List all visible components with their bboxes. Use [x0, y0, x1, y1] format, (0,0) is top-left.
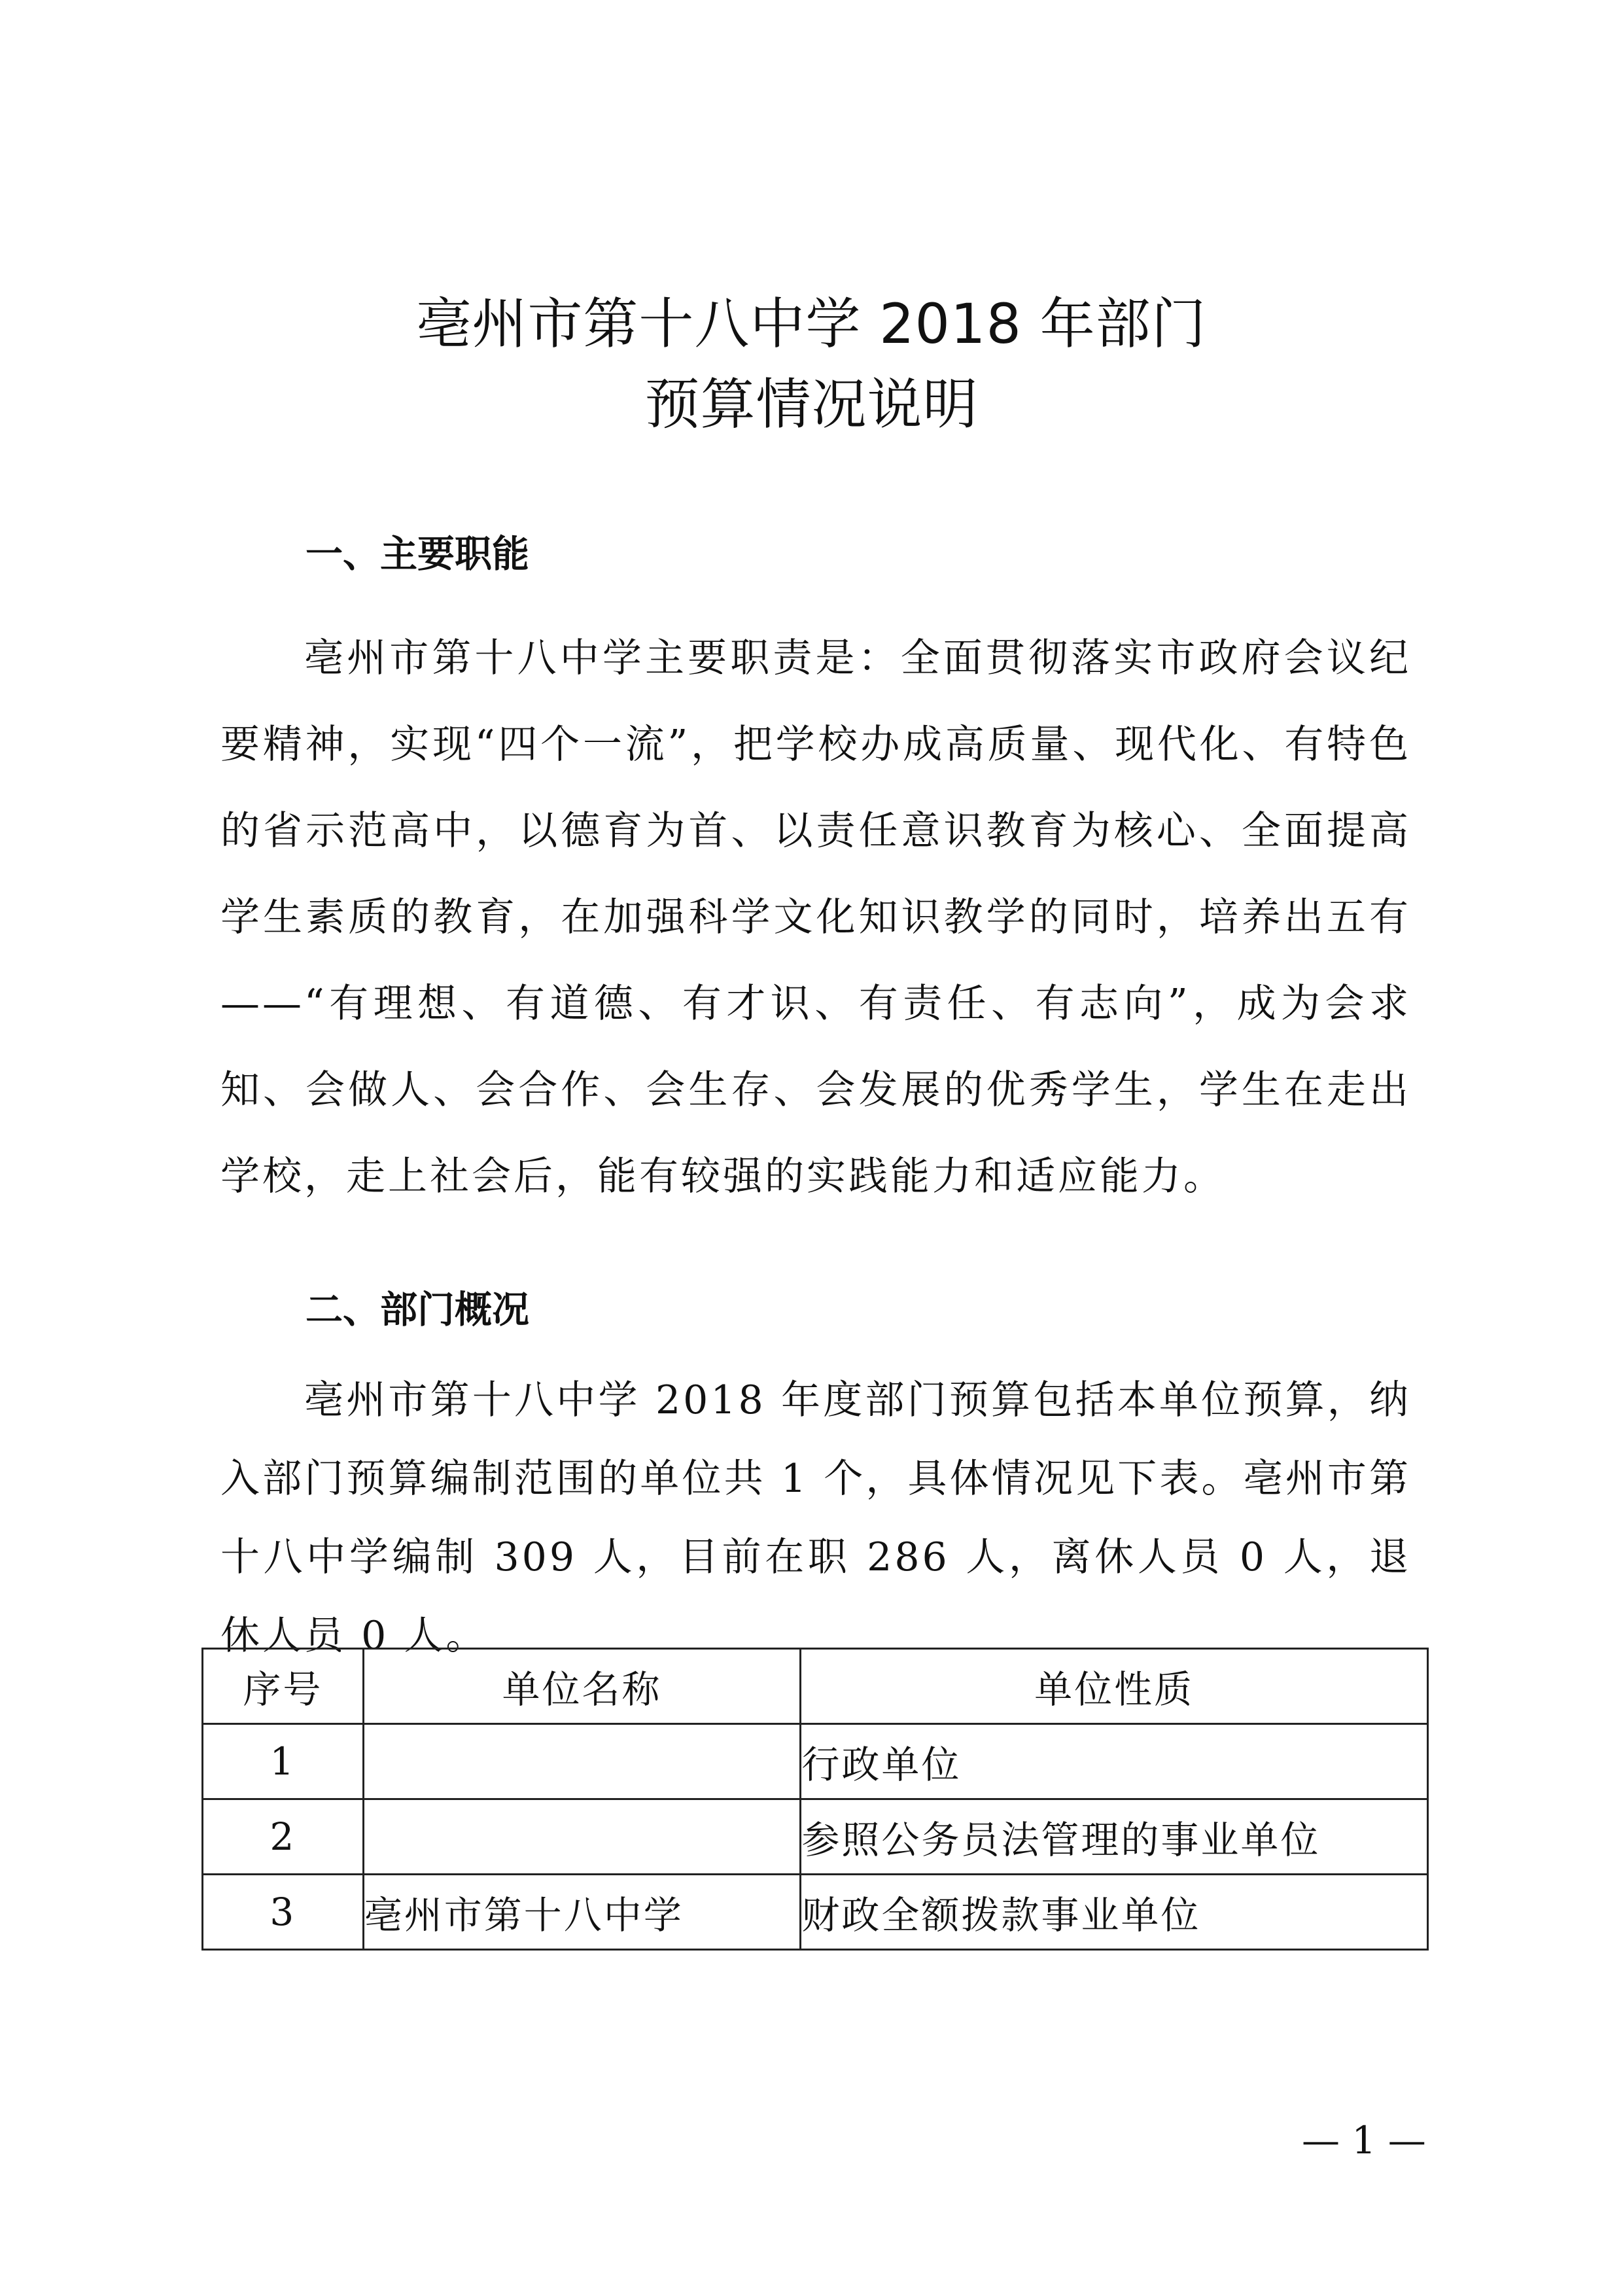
table-row — [203, 1875, 1428, 1950]
table-cell-unit-name — [363, 1799, 801, 1875]
table-header-no: 序号 — [203, 1649, 364, 1724]
table-cell-unit-name — [363, 1724, 801, 1799]
section-heading-department-overview: 二、部门概况 — [305, 1288, 529, 1332]
table-cell-no: 2 — [203, 1799, 364, 1875]
section-paragraph-department-overview: 亳州市第十八中学 2018 年度部门预算包括本单位预算，纳入部门预算编制范围的单位共 1 个，具体情况见下表。亳州市第十八中学编制 309 人，目前在职 286 人，离休人员 0 人，退休人员 0 人。 — [220, 1377, 1411, 1659]
table-row — [203, 1799, 1428, 1875]
section-paragraph-main-functions: 亳州市第十八中学主要职责是：全面贯彻落实市政府会议纪要精神，实现“四个一流”，把学校办成高质量、现代化、有特色的省示范高中，以德育为首、以责任意识教育为核心、全面提高学生素质的教育，在加强科学文化知识教学的同时，培养出五有——“有理想、有道德、有才识、有责任、有志向”，成为会求知、会做人、会合作、会生存、会发展的优秀学生，学生在走出学校，走上社会后，能有较强的实践能力和适应能力。 — [220, 635, 1411, 1199]
table-cell-no: 3 — [203, 1875, 364, 1950]
page-number: — 1 — — [1302, 2118, 1426, 2163]
table-header-unit-type: 单位性质 — [801, 1649, 1428, 1724]
table-header-unit-name: 单位名称 — [363, 1649, 801, 1724]
document-title-line1: 亳州市第十八中学 2018 年部门 — [416, 292, 1207, 356]
unit-table — [201, 1648, 1429, 1951]
document-title-line2: 预算情况说明 — [644, 372, 979, 436]
table-cell-unit-type: 参照公务员法管理的事业单位 — [801, 1799, 1428, 1875]
table-cell-unit-type: 财政全额拨款事业单位 — [801, 1875, 1428, 1950]
table-cell-unit-name: 亳州市第十八中学 — [363, 1875, 801, 1950]
table-header-row — [203, 1649, 1428, 1724]
table-cell-no: 1 — [203, 1724, 364, 1799]
table-row — [203, 1724, 1428, 1799]
section-heading-main-functions: 一、主要职能 — [305, 533, 529, 576]
table-cell-unit-type: 行政单位 — [801, 1724, 1428, 1799]
